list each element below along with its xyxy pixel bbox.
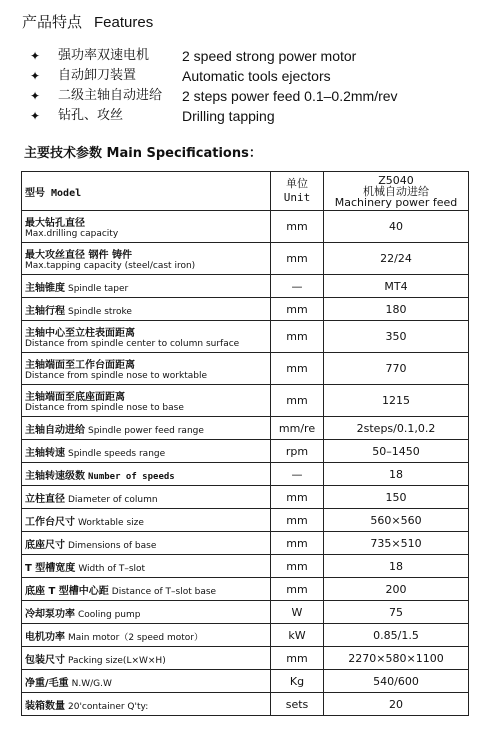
spec-label (22, 353, 271, 385)
spec-label-cn: 包装尺寸 (25, 654, 65, 666)
table-row (22, 624, 469, 647)
spec-value: 2steps/0.1,0.2 (324, 417, 469, 440)
spec-label-en: Number of speeds (88, 471, 175, 482)
spec-label-cn: 电机功率 (25, 631, 65, 643)
spec-label-en: Distance from spindle center to column surface (25, 339, 240, 349)
spec-unit: mm (271, 211, 324, 243)
spec-unit: — (271, 463, 324, 486)
spec-label (22, 601, 271, 624)
spec-label (22, 670, 271, 693)
spec-label-cn: 主轴转速 (25, 447, 65, 459)
header-model-cn: 机械自动进给 (363, 184, 429, 198)
spec-value: 75 (324, 601, 469, 624)
spec-label-en: Spindle speeds range (68, 448, 166, 459)
spec-unit: mm (271, 321, 324, 353)
spec-label-en: Max.drilling capacity (25, 229, 119, 239)
table-row (22, 275, 469, 298)
spec-label (22, 463, 271, 486)
spec-label (22, 555, 271, 578)
table-row (22, 578, 469, 601)
spec-value: 150 (324, 486, 469, 509)
spec-value: 50–1450 (324, 440, 469, 463)
spec-label-en: 20'container Q'ty: (68, 701, 149, 712)
spec-unit: mm (271, 385, 324, 417)
spec-label-en: Spindle power feed range (88, 425, 204, 436)
spec-unit: mm/re (271, 417, 324, 440)
spec-unit: mm (271, 578, 324, 601)
spec-label (22, 509, 271, 532)
spec-label-en: Cooling pump (78, 609, 141, 620)
header-model-label: 型号 Model (22, 172, 271, 211)
spec-label-en: Diameter of column (68, 494, 158, 505)
spec-label (22, 417, 271, 440)
spec-unit: mm (271, 243, 324, 275)
table-row (22, 440, 469, 463)
spec-label-cn: 净重/毛重 (25, 677, 69, 689)
spec-value: 180 (324, 298, 469, 321)
spec-label (22, 647, 271, 670)
spec-label-en: Spindle taper (68, 283, 129, 294)
spec-label-cn: 主轴锥度 (25, 282, 65, 294)
spec-unit: W (271, 601, 324, 624)
feature-cn: 自动卸刀装置 (58, 68, 137, 83)
spec-label-en: Spindle stroke (68, 306, 132, 317)
spec-label (22, 385, 271, 417)
table-row (22, 298, 469, 321)
specs-table (21, 171, 469, 716)
spec-label-cn: 工作台尺寸 (25, 516, 75, 528)
spec-value: 560×560 (324, 509, 469, 532)
table-row (22, 693, 469, 716)
table-header-row (22, 172, 469, 211)
spec-label-cn: T 型槽宽度 (25, 562, 76, 574)
spec-label (22, 486, 271, 509)
spec-label (22, 693, 271, 716)
spec-value: 20 (324, 693, 469, 716)
header-unit-en: Unit (283, 191, 311, 204)
spec-unit: sets (271, 693, 324, 716)
spec-label-en: N.W/G.W (71, 678, 112, 689)
spec-value: 22/24 (324, 243, 469, 275)
feature-cn: 强功率双速电机 (58, 48, 150, 63)
spec-label (22, 275, 271, 298)
spec-value: 18 (324, 463, 469, 486)
spec-value: 200 (324, 578, 469, 601)
spec-label-cn: 主轴端面至底座面距离 (25, 392, 125, 403)
header-model-number: Z5040 (378, 173, 414, 187)
feature-cn: 二级主轴自动进给 (58, 88, 163, 103)
spec-unit: mm (271, 486, 324, 509)
header-unit (271, 172, 324, 211)
bullet-star-icon: ✦ (30, 49, 41, 63)
table-row (22, 509, 469, 532)
table-row (22, 353, 469, 385)
spec-value: MT4 (324, 275, 469, 298)
spec-unit: mm (271, 555, 324, 578)
table-row (22, 532, 469, 555)
spec-label-en: Max.tapping capacity (steel/cast iron) (25, 261, 196, 271)
table-row (22, 211, 469, 243)
table-row (22, 647, 469, 670)
spec-value: 40 (324, 211, 469, 243)
spec-value: 350 (324, 321, 469, 353)
spec-label-en: Distance of T–slot base (111, 586, 217, 597)
spec-unit: — (271, 275, 324, 298)
bullet-star-icon: ✦ (30, 109, 41, 123)
feature-en: Automatic tools ejectors (182, 68, 331, 84)
table-row (22, 555, 469, 578)
table-row (22, 321, 469, 353)
feature-en: 2 steps power feed 0.1–0.2mm/rev (182, 88, 398, 104)
spec-label (22, 321, 271, 353)
spec-value: 2270×580×1100 (324, 647, 469, 670)
spec-value: 735×510 (324, 532, 469, 555)
spec-label-en: Distance from spindle nose to base (25, 403, 184, 413)
spec-unit: rpm (271, 440, 324, 463)
feature-en: Drilling tapping (182, 108, 275, 124)
spec-label (22, 440, 271, 463)
spec-label-cn: 底座尺寸 (25, 539, 65, 551)
spec-label (22, 532, 271, 555)
spec-label (22, 298, 271, 321)
spec-label-en: Packing size(L×W×H) (68, 655, 166, 666)
page-title (22, 11, 153, 32)
spec-label-cn: 最大钻孔直径 (25, 218, 85, 229)
table-row (22, 417, 469, 440)
feature-cn: 钻孔、攻丝 (58, 108, 124, 123)
table-row (22, 463, 469, 486)
spec-unit: Kg (271, 670, 324, 693)
spec-value: 1215 (324, 385, 469, 417)
table-row (22, 601, 469, 624)
spec-label-cn: 主轴转速级数 (25, 470, 85, 482)
spec-label-cn: 主轴端面至工作台面距离 (25, 360, 135, 371)
spec-label (22, 243, 271, 275)
spec-value: 0.85/1.5 (324, 624, 469, 647)
specs-title: 主要技术参数 Main Specifications： (24, 146, 262, 161)
table-row (22, 385, 469, 417)
spec-label (22, 624, 271, 647)
spec-value: 540/600 (324, 670, 469, 693)
header-model (324, 172, 469, 211)
spec-unit: kW (271, 624, 324, 647)
spec-value: 770 (324, 353, 469, 385)
spec-label-cn: 主轴行程 (25, 305, 65, 317)
spec-unit: mm (271, 647, 324, 670)
spec-unit: mm (271, 353, 324, 385)
spec-label-en: Distance from spindle nose to worktable (25, 371, 208, 381)
spec-label-cn: 底座 T 型槽中心距 (25, 585, 109, 597)
spec-label-en: Dimensions of base (68, 540, 157, 551)
feature-en: 2 speed strong power motor (182, 48, 357, 64)
spec-unit: mm (271, 509, 324, 532)
spec-unit: mm (271, 298, 324, 321)
table-row (22, 486, 469, 509)
spec-label-cn: 主轴中心至立柱表面距离 (25, 328, 135, 339)
spec-label-en: Width of T–slot (78, 563, 146, 574)
spec-label-cn: 立柱直径 (25, 493, 65, 505)
spec-label (22, 211, 271, 243)
bullet-star-icon: ✦ (30, 89, 41, 103)
spec-value: 18 (324, 555, 469, 578)
spec-label-en: Worktable size (78, 517, 144, 528)
bullet-star-icon: ✦ (30, 69, 41, 83)
header-model-en: Machinery power feed (334, 195, 458, 209)
spec-label-en: Main motor（2 speed motor） (68, 632, 204, 643)
title-cn: 产品特点 (22, 13, 83, 31)
spec-unit: mm (271, 532, 324, 555)
spec-label-cn: 装箱数量 (25, 700, 65, 712)
spec-label (22, 578, 271, 601)
header-unit-cn: 单位 (286, 177, 308, 190)
table-row (22, 670, 469, 693)
spec-label-cn: 冷却泵功率 (25, 608, 75, 620)
spec-label-cn: 主轴自动进给 (25, 424, 85, 436)
table-row (22, 243, 469, 275)
title-en: Features (94, 14, 154, 31)
spec-label-cn: 最大攻丝直径 钢件 铸件 (25, 250, 132, 261)
